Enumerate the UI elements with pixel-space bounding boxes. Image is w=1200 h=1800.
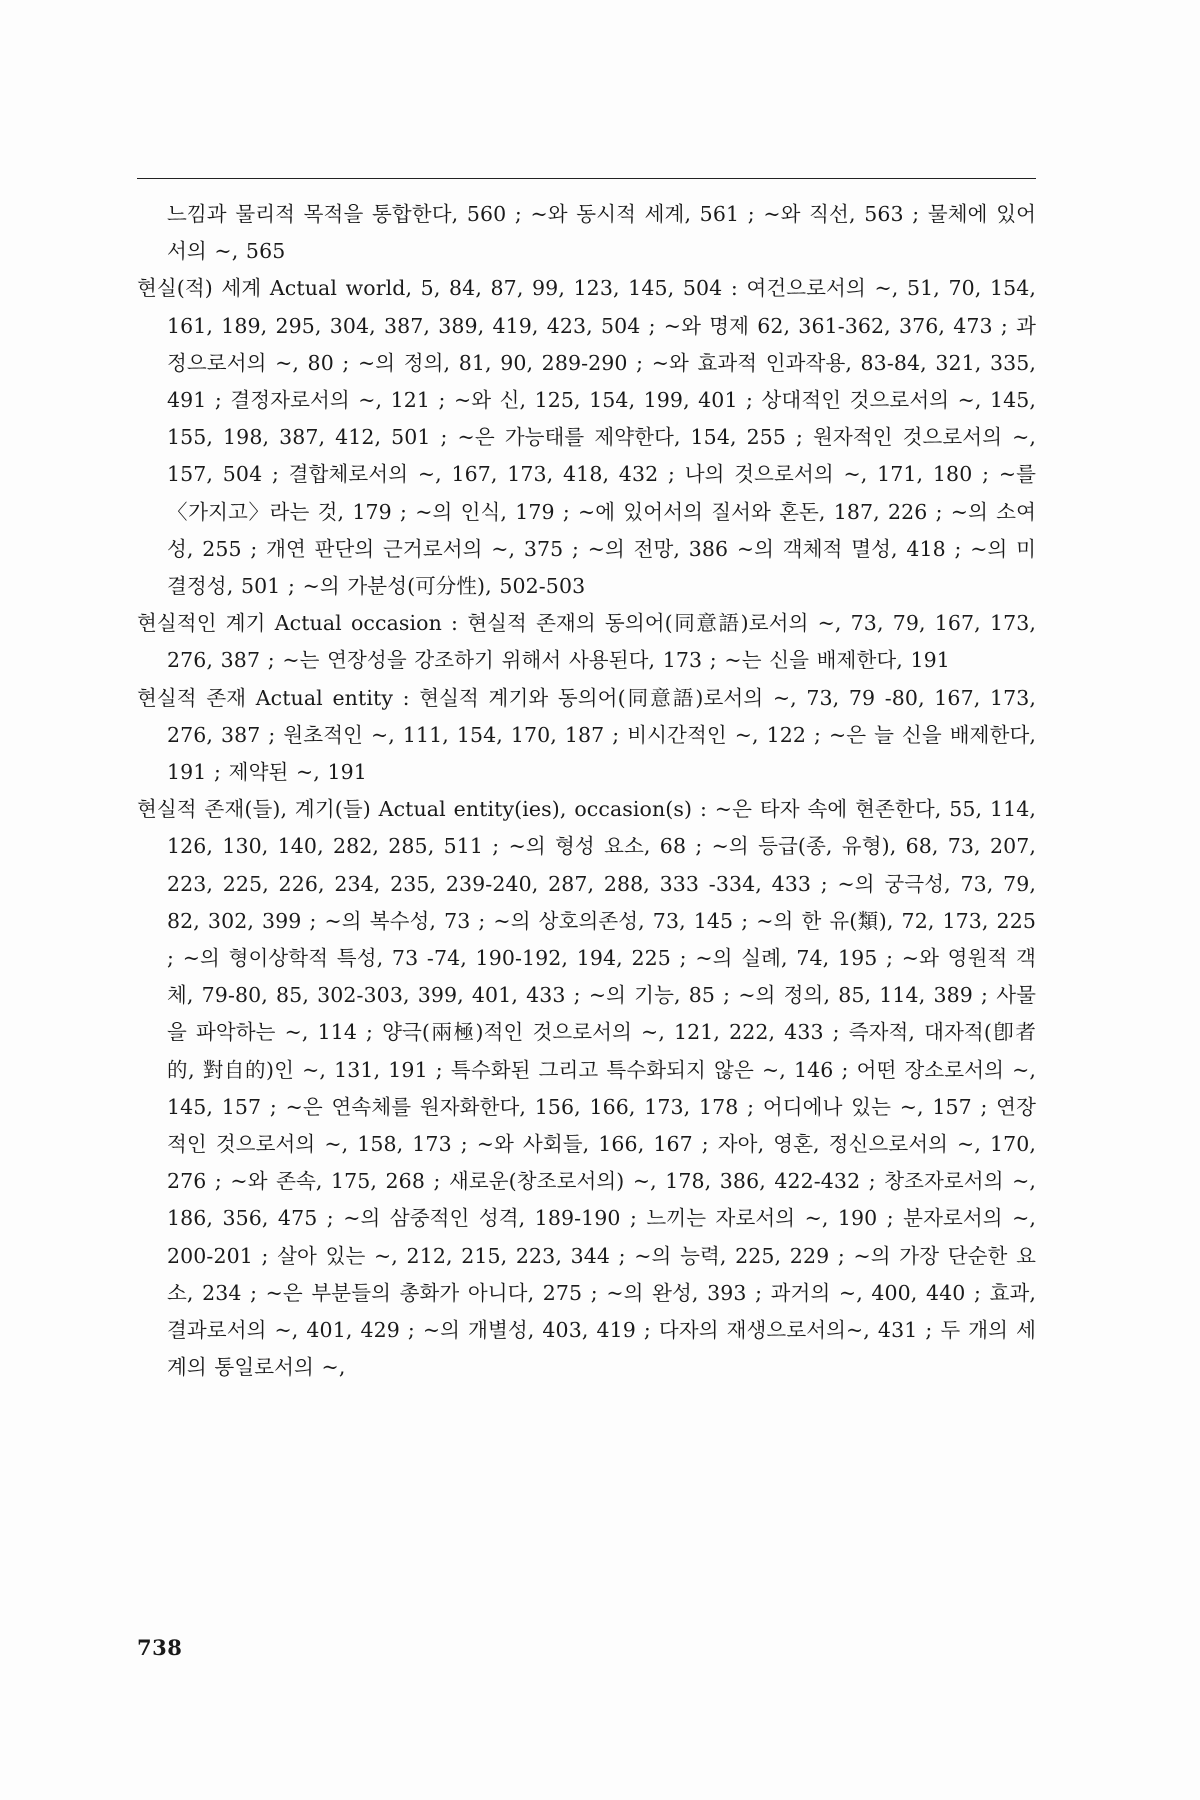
index-entry-actual-occasion: 현실적인 계기 Actual occasion : 현실적 존재의 동의어(同意語)로서의 ~, 73, 79, 167, 173, 276, 387 ; ~는 연장성을 강조하기 위해서 사용된다, 173 ; ~는 신을 배제한다, 191 xyxy=(137,611,1036,673)
header-rule xyxy=(137,178,1036,179)
page-number: 738 xyxy=(137,1635,183,1660)
index-body xyxy=(137,196,1036,1387)
index-entry-actual-entity: 현실적 존재 Actual entity : 현실적 계기와 동의어(同意語)로서의 ~, 73, 79 -80, 167, 173, 276, 387 ; 원초적인 ~, 111, 154, 170, 187 ; 비시간적인 ~, 122 ; ~은 늘 신을 배제한다, 191 ; 제약된 ~, 191 xyxy=(137,685,1036,785)
index-entry-continuation: 느낌과 물리적 목적을 통합한다, 560 ; ~와 동시적 세계, 561 ; ~와 직선, 563 ; 물체에 있어서의 ~, 565 xyxy=(167,202,1036,264)
index-entry-actual-entities-occasions: 현실적 존재(들), 계기(들) Actual entity(ies), occasion(s) : ~은 타자 속에 현존한다, 55, 114, 126, 130, 140, 282, 285, 511 ; ~의 형성 요소, 68 ; ~의 등급(종, 유형), 68, 73, 207, 223, 225, 226, 234, 235, 239-240, 287, 288, 333 -334, 433 ; ~의 궁극성, 73, 79, 82, 302, 399 ; ~의 복수성, 73 ; ~의 상호의존성, 73, 145 ; ~의 한 유(類), 72, 173, 225 ; ~의 형이상학적 특성, 73 -74, 190-192, 194, 225 ; ~의 실례, 74, 195 ; ~와 영원적 객체, 79-80, 85, 302-303, 399, 401, 433 ; ~의 기능, 85 ; ~의 정의, 85, 114, 389 ; 사물을 파악하는 ~, 114 ; 양극(兩極)적인 것으로서의 ~, 121, 222, 433 ; 즉자적, 대자적(卽者的, 對自的)인 ~, 131, 191 ; 특수화된 그리고 특수화되지 않은 ~, 146 ; 어떤 장소로서의 ~, 145, 157 ; ~은 연속체를 원자화한다, 156, 166, 173, 178 ; 어디에나 있는 ~, 157 ; 연장적인 것으로서의 ~, 158, 173 ; ~와 사회들, 166, 167 ; 자아, 영혼, 정신으로서의 ~, 170, 276 ; ~와 존속, 175, 268 ; 새로운(창조로서의) ~, 178, 386, 422-432 ; 창조자로서의 ~, 186, 356, 475 ; ~의 삼중적인 성격, 189-190 ; 느끼는 자로서의 ~, 190 ; 분자로서의 ~, 200-201 ; 살아 있는 ~, 212, 215, 223, 344 ; ~의 능력, 225, 229 ; ~의 가장 단순한 요소, 234 ; ~은 부분들의 총화가 아니다, 275 ; ~의 완성, 393 ; 과거의 ~, 400, 440 ; 효과, 결과로서의 ~, 401, 429 ; ~의 개별성, 403, 419 ; 다자의 재생으로서의~, 431 ; 두 개의 세계의 통일로서의 ~, xyxy=(137,797,1036,1380)
index-entry-actual-world: 현실(적) 세계 Actual world, 5, 84, 87, 99, 123, 145, 504 : 여건으로서의 ~, 51, 70, 154, 161, 189, 295, 304, 387, 389, 419, 423, 504 ; ~와 명제 62, 361-362, 376, 473 ; 과정으로서의 ~, 80 ; ~의 정의, 81, 90, 289-290 ; ~와 효과적 인과작용, 83-84, 321, 335, 491 ; 결정자로서의 ~, 121 ; ~와 신, 125, 154, 199, 401 ; 상대적인 것으로서의 ~, 145, 155, 198, 387, 412, 501 ; ~은 가능태를 제약한다, 154, 255 ; 원자적인 것으로서의 ~, 157, 504 ; 결합체로서의 ~, 167, 173, 418, 432 ; 나의 것으로서의 ~, 171, 180 ; ~를 〈가지고〉라는 것, 179 ; ~의 인식, 179 ; ~에 있어서의 질서와 혼돈, 187, 226 ; ~의 소여성, 255 ; 개연 판단의 근거로서의 ~, 375 ; ~의 전망, 386 ~의 객체적 멸성, 418 ; ~의 미결정성, 501 ; ~의 가분성(可分性), 502-503 xyxy=(137,276,1036,599)
